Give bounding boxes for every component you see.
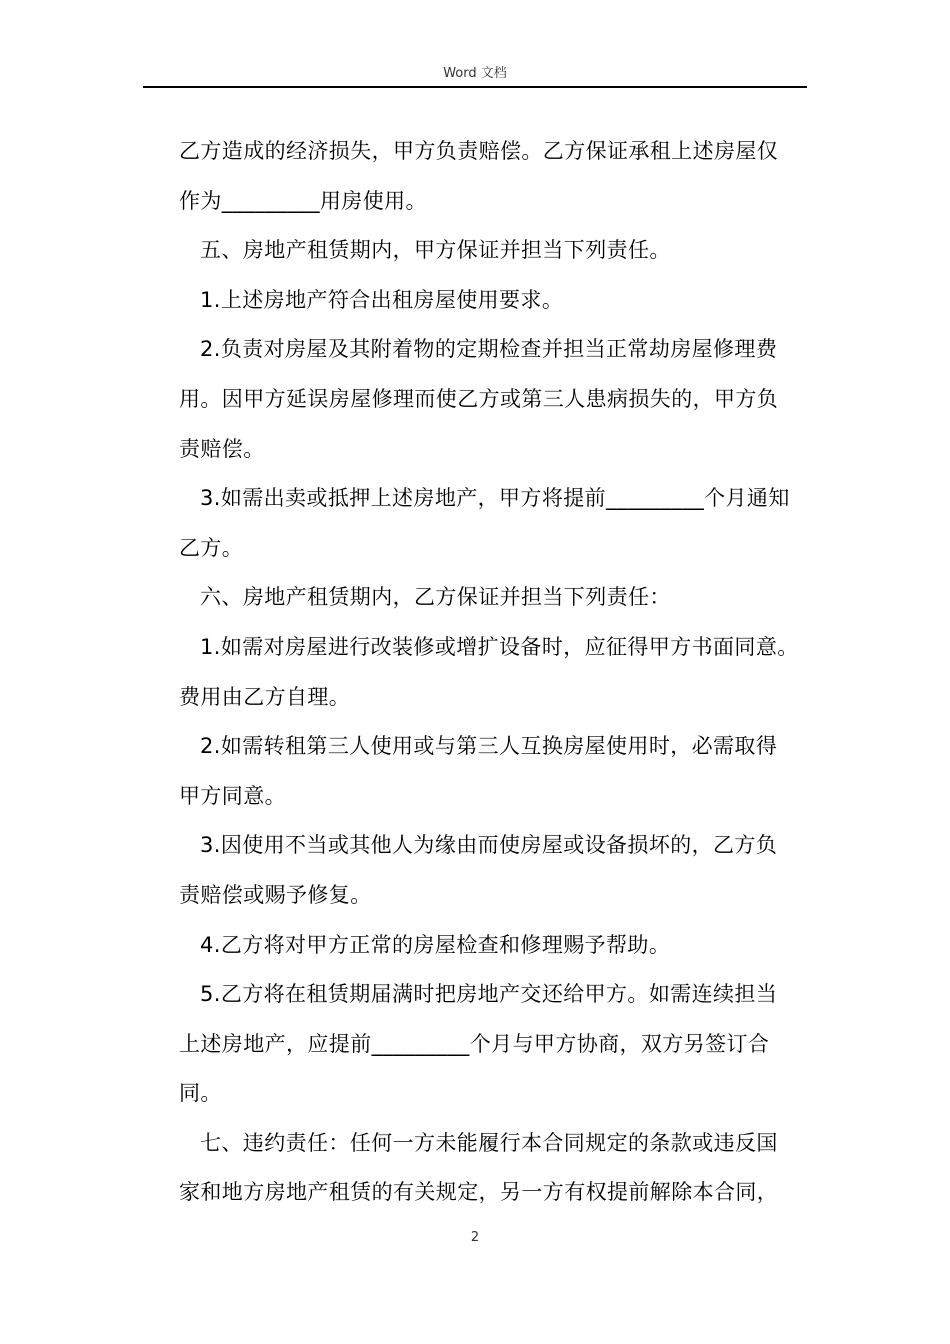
document-body: [179, 127, 809, 1218]
page-number: 2: [470, 1230, 480, 1245]
text-line: 2.如需转租第三人使用或与第三人互换房屋使用时，必需取得: [200, 734, 778, 759]
text-line: 责赔偿或赐予修复。: [179, 882, 372, 907]
text-line: 费用由乙方自理。: [179, 684, 351, 709]
text-line: 乙方。: [179, 535, 244, 560]
text-line: 用。因甲方延误房屋修理而使乙方或第三人患病损失的，甲方负: [179, 386, 779, 411]
text-line: 上述房地产，应提前_________个月与甲方协商，双方另签订合: [179, 1031, 770, 1056]
header-divider: [143, 86, 807, 88]
text-line: 乙方造成的经济损失，甲方负责赔偿。乙方保证承租上述房屋仅: [179, 139, 779, 163]
text-line: 甲方同意。: [179, 783, 286, 808]
text-line: 1.上述房地产符合出租房屋使用要求。: [200, 287, 564, 312]
text-line: 2.负责对房屋及其附着物的定期检查并担当正常劫房屋修理费: [200, 337, 778, 362]
text-line: 家和地方房地产租赁的有关规定，另一方有权提前解除本合同，: [179, 1180, 779, 1205]
text-line: 4.乙方将对甲方正常的房屋检查和修理赐予帮助。: [200, 932, 671, 957]
text-line: 3.因使用不当或其他人为缘由而使房屋或设备损坏的，乙方负: [200, 833, 778, 858]
text-line: 1.如需对房屋进行改装修或增扩设备时，应征得甲方书面同意。: [200, 634, 799, 659]
text-line: 5.乙方将在租赁期届满时把房地产交还给甲方。如需连续担当: [200, 982, 778, 1007]
text-line: 责赔偿。: [179, 436, 265, 461]
text-line: 作为_________用房使用。: [179, 188, 427, 213]
text-line: 六、房地产租赁期内，乙方保证并担当下列责任：: [200, 585, 671, 610]
page-header: Word 文档: [443, 66, 507, 81]
text-line: 五、房地产租赁期内，甲方保证并担当下列责任。: [200, 238, 671, 263]
text-line: 同。: [179, 1081, 222, 1106]
text-line: 3.如需出卖或抵押上述房地产，甲方将提前_________个月通知: [200, 486, 790, 511]
text-line: 七、违约责任：任何一方未能履行本合同规定的条款或违反国: [200, 1130, 778, 1155]
